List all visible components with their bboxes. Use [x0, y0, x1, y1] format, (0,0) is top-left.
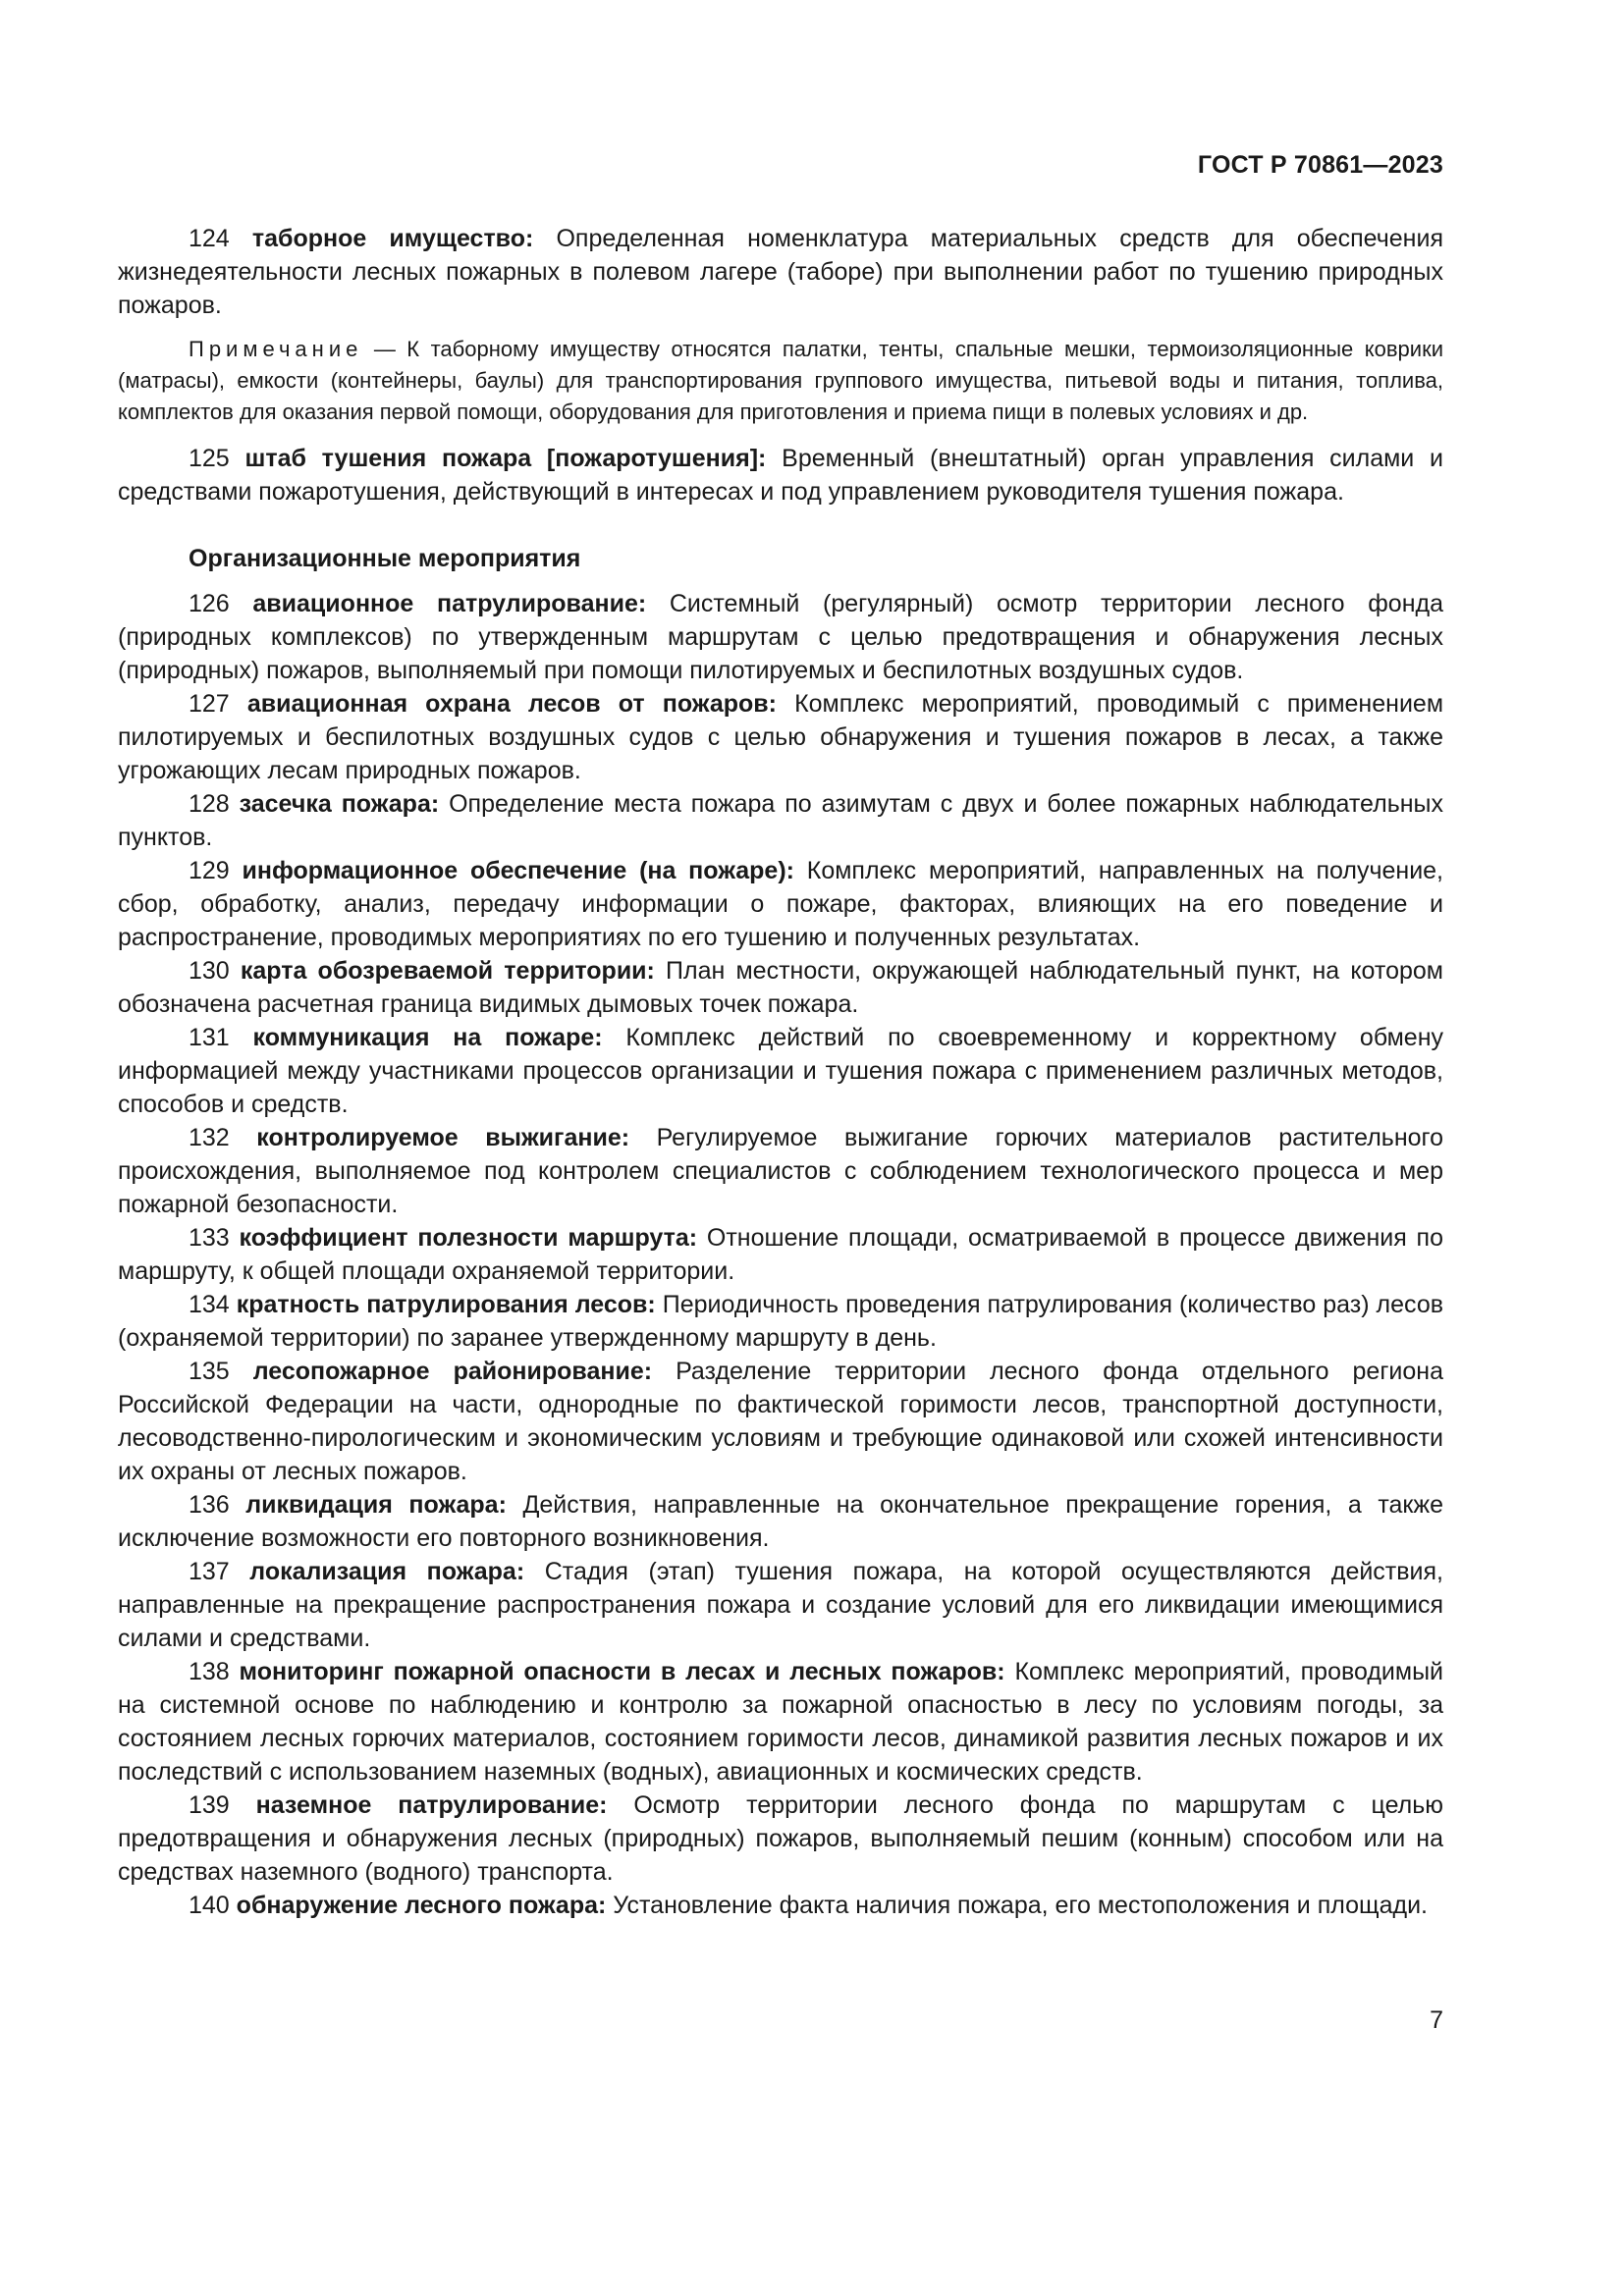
term-number: 140	[189, 1892, 230, 1919]
term-number: 134	[189, 1291, 230, 1318]
term-entry	[118, 787, 1443, 854]
term-entry	[118, 1288, 1443, 1355]
term-entry	[118, 1655, 1443, 1789]
term-number: 136	[189, 1491, 230, 1519]
term-entry	[118, 854, 1443, 954]
term-entry	[118, 587, 1443, 687]
term-definition: Определение места пожара по азимутам с двух и более пожарных наблюдательных пунктов.	[118, 790, 1444, 851]
document-body	[118, 222, 1443, 1922]
term-definition: Определенная номенклатура материальных средств для обеспечения жизнедеятельности лесных пожарных в полевом лагере (таборе) при выполнении работ по тушению природных пожаров.	[118, 225, 1443, 319]
term-name: мониторинг пожарной опасности в лесах и лесных пожаров:	[239, 1658, 1005, 1685]
term-name: информационное обеспечение (на пожаре):	[242, 857, 794, 884]
term-entry	[118, 1021, 1443, 1121]
term-entries-list	[118, 587, 1443, 1922]
term-definition: Разделение территории лесного фонда отдельного региона Российской Федерации на части, однородные по фактической горимости лесов, транспортной доступности, лесоводственно-пирологическим и экономическим условиям и требующие одинаковой или схожей интенсивности их охраны от лесных пожаров.	[118, 1358, 1444, 1485]
term-entry	[118, 1889, 1443, 1922]
term-number: 130	[189, 957, 230, 985]
term-definition: Комплекс мероприятий, проводимый на системной основе по наблюдению и контролю за пожарной опасностью в лесу по условиям погоды, за состоянием лесных горючих материалов, состоянием горимости лесов, динамикой развития лесных пожаров и их последствий с использованием наземных (водных), авиационных и космических средств.	[118, 1658, 1444, 1786]
term-entry	[118, 222, 1443, 322]
term-entry	[118, 687, 1443, 787]
term-name: авиационное патрулирование:	[252, 590, 647, 617]
term-entry	[118, 1355, 1443, 1488]
term-number: 132	[189, 1124, 230, 1151]
term-number: 126	[189, 590, 230, 617]
section-title: Организационные мероприятия	[189, 545, 581, 572]
term-number: 124	[189, 225, 230, 252]
note-label: Примечание	[189, 337, 363, 361]
term-definition: Периодичность проведения патрулирования (количество раз) лесов (охраняемой территории) по заранее утвержденному маршруту в день.	[118, 1291, 1444, 1352]
term-definition: Осмотр территории лесного фонда по маршрутам с целью предотвращения и обнаружения лесных (природных) пожаров, выполняемый пешим (конным) способом или на средствах наземного (водного) транспорта.	[118, 1791, 1443, 1886]
term-name: карта обозреваемой территории:	[240, 957, 655, 985]
term-definition: Комплекс мероприятий, проводимый с применением пилотируемых и беспилотных воздушных судов с целью обнаружения и тушения пожаров в лесах, а также угрожающих лесам природных пожаров.	[118, 690, 1444, 784]
term-definition: Отношение площади, осматриваемой в процессе движения по маршруту, к общей площади охраняемой территории.	[118, 1224, 1443, 1285]
term-definition: Комплекс мероприятий, направленных на получение, сбор, обработку, анализ, передачу информации о пожаре, факторах, влияющих на его поведение и распространение, проводимых мероприятиях по его тушению и полученных результатах.	[118, 857, 1444, 951]
term-number: 127	[189, 690, 230, 718]
term-definition: План местности, окружающей наблюдательный пункт, на котором обозначена расчетная граница видимых дымовых точек пожара.	[118, 957, 1443, 1018]
term-entry	[118, 1121, 1443, 1221]
term-number: 129	[189, 857, 230, 884]
term-definition: Регулируемое выжигание горючих материалов растительного происхождения, выполняемое под контролем специалистов с соблюдением технологического процесса и мер пожарной безопасности.	[118, 1124, 1444, 1218]
term-name: обнаружение лесного пожара:	[236, 1892, 607, 1919]
term-name: ликвидация пожара:	[245, 1491, 507, 1519]
term-name: коэффициент полезности маршрута:	[239, 1224, 698, 1252]
term-name: локализация пожара:	[249, 1558, 525, 1585]
note	[118, 334, 1443, 428]
note-text: — К таборному имуществу относятся палатки, тенты, спальные мешки, термоизоляционные коврики (матрасы), емкости (контейнеры, баулы) для транспортирования группового имущества, питьевой воды и питания, топлива, комплектов для оказания первой помощи, оборудования для приготовления и приема пищи в полевых условиях и др.	[118, 337, 1443, 424]
term-entry	[118, 1789, 1443, 1889]
term-name: контролируемое выжигание:	[256, 1124, 630, 1151]
term-entry	[118, 442, 1443, 508]
term-name: коммуникация на пожаре:	[252, 1024, 603, 1051]
term-definition: Системный (регулярный) осмотр территории лесного фонда (природных комплексов) по утвержденным маршрутам с целью предотвращения и обнаружения лесных (природных) пожаров, выполняемый при помощи пилотируемых и беспилотных воздушных судов.	[118, 590, 1443, 684]
term-name: засечка пожара:	[239, 790, 440, 818]
term-definition: Комплекс действий по своевременному и корректному обмену информацией между участниками процессов организации и тушения пожара с применением различных методов, способов и средств.	[118, 1024, 1443, 1118]
term-entry	[118, 1221, 1443, 1288]
term-number: 125	[189, 445, 230, 472]
term-name: авиационная охрана лесов от пожаров:	[246, 690, 777, 718]
term-name: наземное патрулирование:	[255, 1791, 608, 1819]
term-number: 137	[189, 1558, 230, 1585]
term-entry	[118, 1555, 1443, 1655]
page-number: 7	[1430, 2006, 1443, 2034]
term-number: 133	[189, 1224, 230, 1252]
term-number: 131	[189, 1024, 230, 1051]
term-definition: Действия, направленные на окончательное прекращение горения, а также исключение возможности его повторного возникновения.	[118, 1491, 1443, 1552]
term-number: 128	[189, 790, 230, 818]
term-definition: Установление факта наличия пожара, его местоположения и площади.	[606, 1892, 1428, 1919]
term-definition: Временный (внештатный) орган управления силами и средствами пожаротушения, действующий в интересах и под управлением руководителя тушения пожара.	[118, 445, 1444, 506]
term-name: кратность патрулирования лесов:	[236, 1291, 656, 1318]
term-number: 135	[189, 1358, 230, 1385]
term-name: штаб тушения пожара [пожаротушения]:	[244, 445, 767, 472]
document-standard-id: ГОСТ Р 70861—2023	[1197, 151, 1443, 179]
term-entry	[118, 1488, 1443, 1555]
term-name: таборное имущество:	[251, 225, 534, 252]
term-number: 138	[189, 1658, 230, 1685]
term-number: 139	[189, 1791, 230, 1819]
term-definition: Стадия (этап) тушения пожара, на которой осуществляются действия, направленные на прекращение распространения пожара и создание условий для его ликвидации имеющимися силами и средствами.	[118, 1558, 1443, 1652]
term-name: лесопожарное районирование:	[252, 1358, 653, 1385]
term-entry	[118, 954, 1443, 1021]
